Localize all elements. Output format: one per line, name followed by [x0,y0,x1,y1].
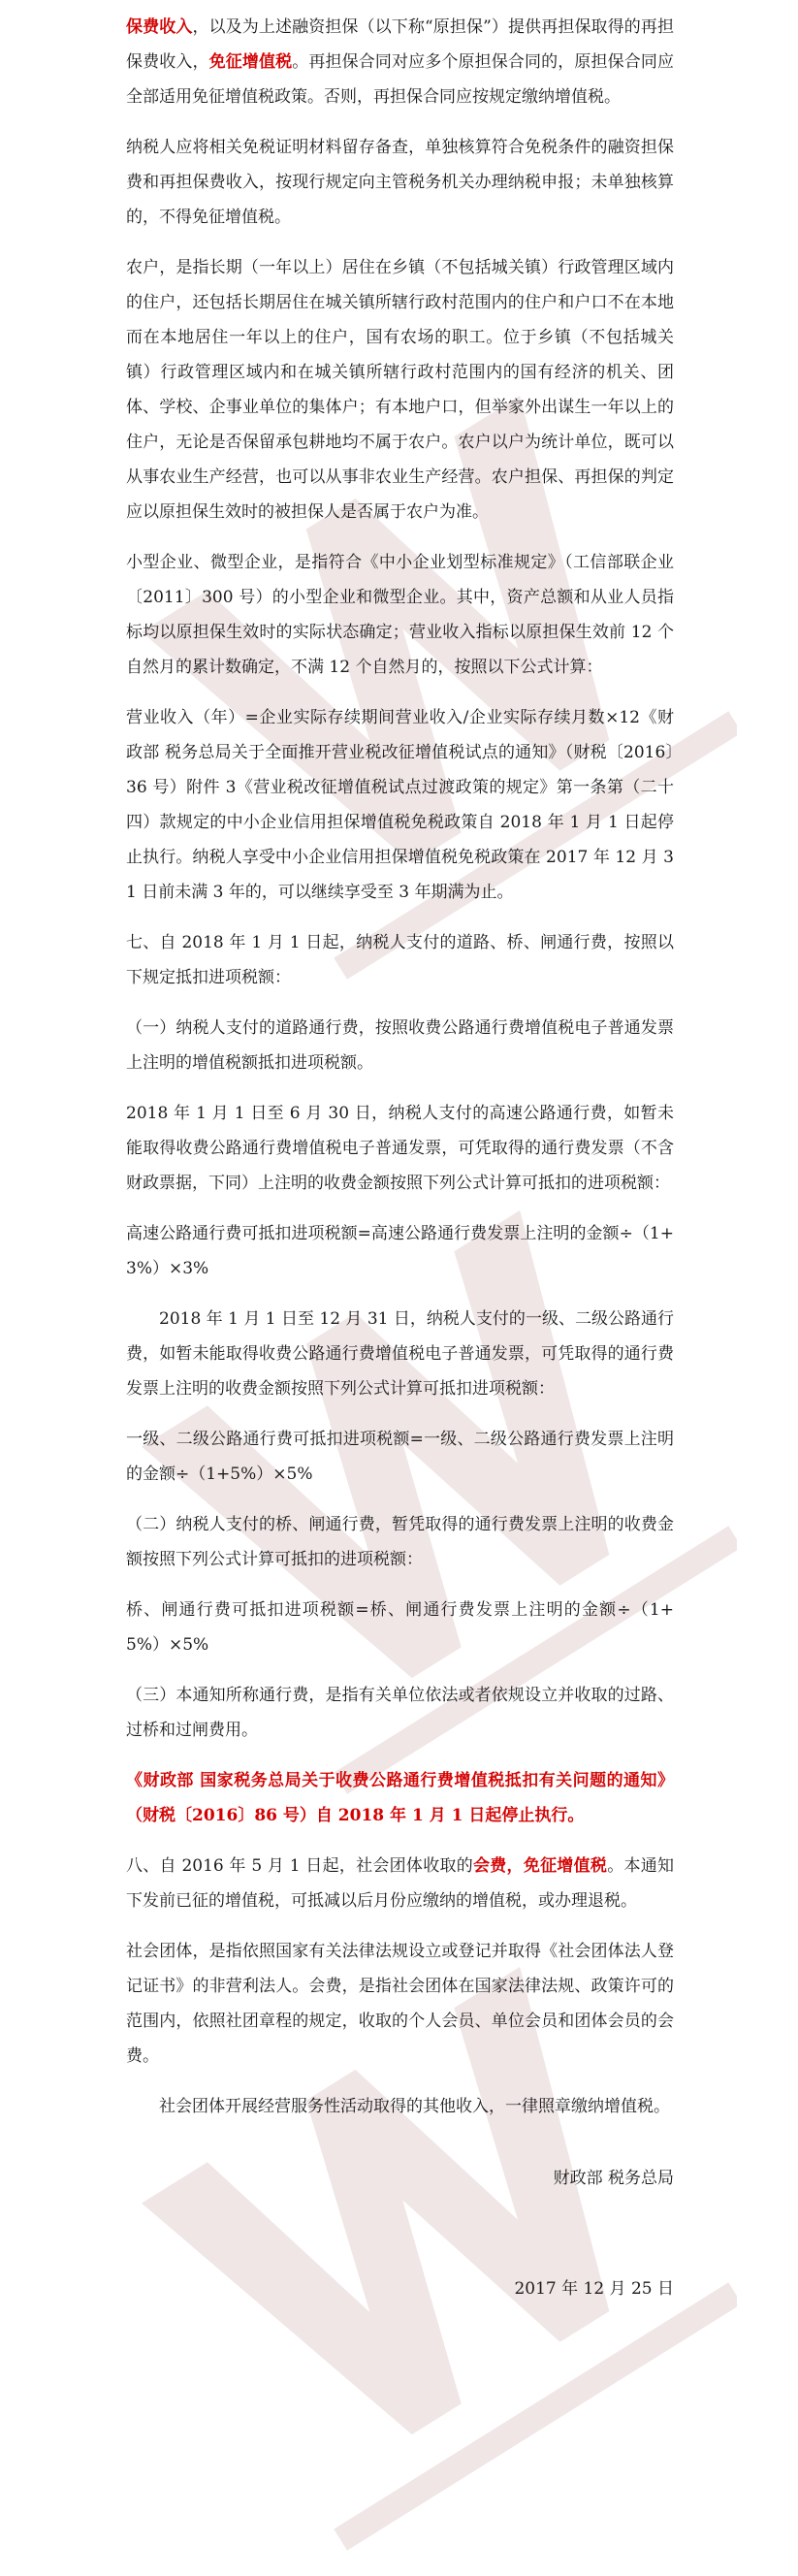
highlighted-text: 会费，免征增值税 [473,1856,608,1876]
paragraph [126,545,674,685]
text-segment: 农户，是指长期（一年以上）居住在乡镇（不包括城关镇）行政管理区域内的住户，还包括长期居住在城关镇所辖行政村范围内的住户和户口不在本地而在本地居住一年以上的住户，国有农场的职工。位于乡镇（不包括城关镇）行政管理区域内和在城关镇所辖行政村范围内的国有经济的机关、团体、学校、企事业单位的集体户；有本地户口，但举家外出谋生一年以上的住户，无论是否保留承包耕地均不属于农户。农户以户为统计单位，既可以从事农业生产经营，也可以从事非农业生产经营。农户担保、再担保的判定应以原担保生效时的被担保人是否属于农户为准。 [126,258,674,522]
text-segment: 八、自 2016 年 5 月 1 日起，社会团体收取的 [126,1856,474,1876]
text-segment: （三）本通知所称通行费，是指有关单位依法或者依规设立并收取的过路、过桥和过闸费用。 [126,1686,674,1740]
text-segment: 2018 年 1 月 1 日至 12 月 31 日，纳税人支付的一级、二级公路通行费，如暂未能取得收费公路通行费增值税电子普通发票，可凭取得的通行费发票上注明的收费金额按照下列公式计算可抵扣进项税额： [126,1309,674,1399]
text-segment: 七、自 2018 年 1 月 1 日起，纳税人支付的道路、桥、闸通行费，按照以下规定抵扣进项税额： [126,933,674,987]
paragraph [126,10,674,114]
text-segment: 桥、闸通行费可抵扣进项税额=桥、闸通行费发票上注明的金额÷（1+5%）×5% [126,1600,674,1655]
text-segment: 社会团体，是指依照国家有关法律法规设立或登记并取得《社会团体法人登记证书》的非营利法人。会费，是指社会团体在国家法律法规、政策许可的范围内，依照社团章程的规定，收取的个人会员、单位会员和团体会员的会费。 [126,1942,674,2066]
document-body [126,10,674,2124]
highlighted-text: 保费收入 [126,17,193,37]
paragraph [126,1096,674,1201]
paragraph [126,925,674,995]
paragraph [126,1849,674,1918]
text-segment: （一）纳税人支付的道路通行费，按照收费公路通行费增值税电子普通发票上注明的增值税额抵扣进项税额。 [126,1018,674,1073]
text-segment: ，以及为上述融资担保（以下称“原担保”）提供再担保取得的再担保费收入， [126,17,674,72]
issuer-signature: 财政部 税务总局 [553,2169,674,2188]
highlighted-text: 《财政部 国家税务总局关于收费公路通行费增值税抵扣有关问题的通知》（财税〔2016〕86 号）自 2018 年 1 月 1 日起停止执行。 [126,1771,674,1825]
paragraph [126,2089,674,2124]
issue-date: 2017 年 12 月 25 日 [514,2279,674,2299]
highlighted-text: 免征增值税 [208,52,293,72]
paragraph [126,700,674,910]
text-segment: 小型企业、微型企业，是指符合《中小企业划型标准规定》（工信部联企业〔2011〕300 号）的小型企业和微型企业。其中，资产总额和从业人员指标均以原担保生效时的实际状态确定；营业收入指标以原担保生效前 12 个自然月的累计数确定，不满 12 个自然月的，按照以下公式计算： [126,553,674,677]
text-segment: 一级、二级公路通行费可抵扣进项税额=一级、二级公路通行费发票上注明的金额÷（1+5%）×5% [126,1430,674,1484]
paragraph [126,1216,674,1286]
paragraph [126,1678,674,1748]
paragraph [126,1422,674,1492]
paragraph [126,250,674,530]
text-segment: 。再担保合同对应多个原担保合同的，原担保合同应全部适用免征增值税政策。否则，再担保合同应按规定缴纳增值税。 [126,52,674,107]
text-segment: 营业收入（年）=企业实际存续期间营业收入/企业实际存续月数×12《财政部 税务总局关于全面推开营业税改征增值税试点的通知》（财税〔2016〕36 号）附件 3《营业税改征增值税试点过渡政策的规定》第一条第（二十四）款规定的中小企业信用担保增值税免税政策自 2018 年 1 月 1 日起停止执行。纳税人享受中小企业信用担保增值税免税政策在 2017 年 12 月 31 日前未满 3 年的，可以继续享受至 3 年期满为止。 [126,708,674,902]
paragraph [126,1593,674,1662]
text-segment: （二）纳税人支付的桥、闸通行费，暂凭取得的通行费发票上注明的收费金额按照下列公式计算可抵扣的进项税额： [126,1515,674,1569]
text-segment: 。本通知下发前已征的增值税，可抵减以后月份应缴纳的增值税，或办理退税。 [126,1856,675,1911]
text-segment: 社会团体开展经营服务性活动取得的其他收入，一律照章缴纳增值税。 [159,2097,670,2116]
paragraph [126,1934,674,2074]
paragraph [126,1302,674,1406]
paragraph [126,130,674,235]
paragraph [126,1763,674,1833]
text-segment: 2018 年 1 月 1 日至 6 月 30 日，纳税人支付的高速公路通行费，如暂未能取得收费公路通行费增值税电子普通发票，可凭取得的通行费发票（不含财政票据，下同）上注明的收费金额按照下列公式计算可抵扣的进项税额： [126,1104,674,1193]
paragraph [126,1011,674,1080]
text-segment: 高速公路通行费可抵扣进项税额=高速公路通行费发票上注明的金额÷（1+3%）×3% [126,1224,674,1278]
text-segment: 纳税人应将相关免税证明材料留存备查，单独核算符合免税条件的融资担保费和再担保费收入，按现行规定向主管税务机关办理纳税申报；未单独核算的，不得免征增值税。 [126,138,674,227]
paragraph [126,1507,674,1577]
